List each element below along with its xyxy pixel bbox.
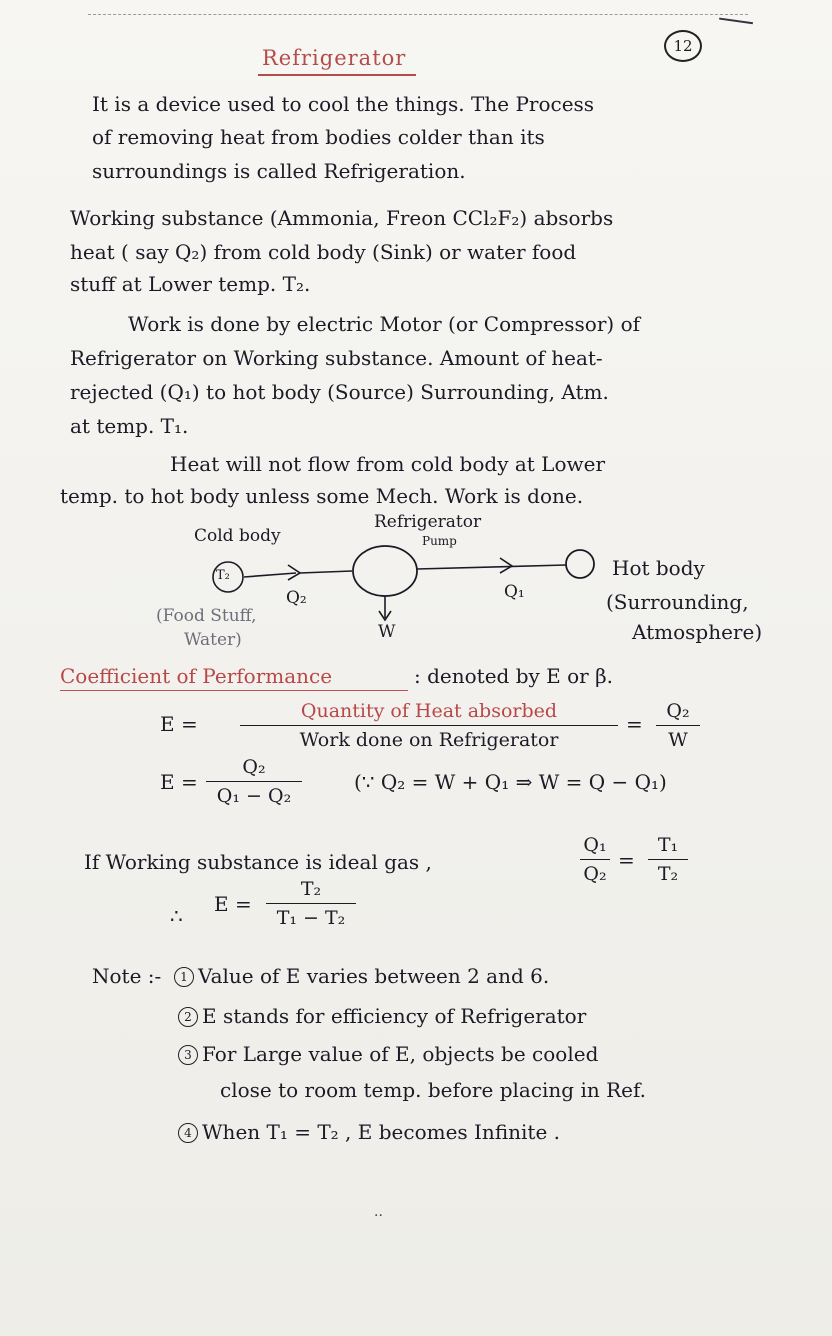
ratio-right xyxy=(648,834,688,885)
ratio-right-den: T₂ xyxy=(657,863,679,885)
cop-denominator-words: Work done on Refrigerator xyxy=(299,729,559,751)
heatflow-line-1: Heat will not flow from cold body at Lower xyxy=(170,452,606,476)
e-equals-3: E = xyxy=(214,892,252,916)
cop-numerator-symbol: Q₂ xyxy=(666,700,690,722)
arrow-cold-to-ref xyxy=(244,573,296,577)
cop-numerator-2: Q₂ xyxy=(242,756,266,778)
intro-line-2: of removing heat from bodies colder than its xyxy=(92,125,545,149)
page-number: 12 xyxy=(664,30,702,62)
working-line-1: Working substance (Ammonia, Freon CCl₂F₂) absorbs xyxy=(70,206,614,230)
working-line-3: stuff at Lower temp. T₂. xyxy=(70,272,311,296)
refrigerator-node xyxy=(353,546,417,596)
w-label: W xyxy=(378,622,396,642)
cop-numerator-words: Quantity of Heat absorbed xyxy=(300,700,558,722)
cop-heading: Coefficient of Performance xyxy=(60,664,333,688)
note-item-2 xyxy=(178,1004,586,1028)
fraction-bar xyxy=(206,781,302,782)
note-text-3: For Large value of E, objects be cooled xyxy=(202,1042,599,1066)
ratio-left-den: Q₂ xyxy=(583,863,607,885)
fraction-bar xyxy=(580,859,610,860)
note-text-4: When T₁ = T₂ , E becomes Infinite . xyxy=(202,1120,561,1144)
cop-fraction-heat xyxy=(206,756,302,807)
arrow-ref-to-hot xyxy=(417,565,566,569)
cop-final-fraction xyxy=(266,878,356,929)
q2-label: Q₂ xyxy=(286,588,307,608)
hot-body-node xyxy=(566,550,594,578)
work-line-4: at temp. T₁. xyxy=(70,414,189,438)
note-number-3: 3 xyxy=(178,1045,198,1065)
e-equals-1: E = xyxy=(160,712,198,736)
ideal-gas-text: If Working substance is ideal gas , xyxy=(84,850,432,874)
note-text-1: Value of E varies between 2 and 6. xyxy=(198,964,550,988)
pump-label: Pump xyxy=(422,534,457,548)
ratio-left-num: Q₁ xyxy=(583,834,607,856)
equals-2: = xyxy=(626,712,643,736)
fraction-bar xyxy=(266,903,356,904)
note-item-1 xyxy=(174,964,549,988)
cop-fraction-words xyxy=(240,700,618,751)
work-line-1: Work is done by electric Motor (or Compressor) of xyxy=(128,312,641,336)
hot-body-label: Hot body xyxy=(612,556,705,580)
cold-note-2: Water) xyxy=(184,630,242,650)
cop-heading-rest: : denoted by E or β. xyxy=(414,664,613,688)
ratio-left xyxy=(580,834,610,885)
because-relation: (∵ Q₂ = W + Q₁ ⇒ W = Q − Q₁) xyxy=(354,770,667,794)
cop-fraction-symbols xyxy=(656,700,700,751)
fraction-bar xyxy=(656,725,700,726)
note-item-4 xyxy=(178,1120,560,1144)
ink-dots: ·· xyxy=(374,1208,383,1224)
page-title: Refrigerator xyxy=(262,46,407,70)
intro-line-3: surroundings is called Refrigeration. xyxy=(92,159,466,183)
fraction-bar xyxy=(240,725,618,726)
arrow-into-ref xyxy=(300,571,352,573)
work-line-2: Refrigerator on Working substance. Amount of heat- xyxy=(70,346,603,370)
note-label: Note :- xyxy=(92,964,162,988)
arrowhead-q1 xyxy=(500,558,512,573)
refrigerator-label: Refrigerator xyxy=(374,512,482,532)
e-equals-2: E = xyxy=(160,770,198,794)
therefore-symbol: ∴ xyxy=(170,904,183,928)
cold-node-label: T₂ xyxy=(216,568,230,583)
cop-heading-underline xyxy=(60,690,408,691)
hot-body-note-1: (Surrounding, xyxy=(606,590,749,614)
working-line-2: heat ( say Q₂) from cold body (Sink) or water food xyxy=(70,240,577,264)
hot-body-note-2: Atmosphere) xyxy=(632,620,763,644)
work-line-3: rejected (Q₁) to hot body (Source) Surrounding, Atm. xyxy=(70,380,609,404)
ratio-equals: = xyxy=(618,848,635,872)
cop-denominator-2: Q₁ − Q₂ xyxy=(216,785,292,807)
intro-line-1: It is a device used to cool the things. The Process xyxy=(92,92,595,116)
heatflow-line-2: temp. to hot body unless some Mech. Work is done. xyxy=(60,484,584,508)
note-item-3 xyxy=(178,1042,598,1066)
note-number-4: 4 xyxy=(178,1123,198,1143)
cold-note-1: (Food Stuff, xyxy=(156,606,257,626)
cop-denominator-symbol: W xyxy=(668,729,688,751)
note-number-2: 2 xyxy=(178,1007,198,1027)
note-item-3-cont: close to room temp. before placing in Ref. xyxy=(220,1078,647,1102)
fraction-bar xyxy=(648,859,688,860)
ratio-right-num: T₁ xyxy=(657,834,679,856)
q1-label: Q₁ xyxy=(504,582,525,602)
note-text-2: E stands for efficiency of Refrigerator xyxy=(202,1004,587,1028)
cold-body-label: Cold body xyxy=(194,526,281,546)
cop-final-numerator: T₂ xyxy=(300,878,322,900)
note-number-1: 1 xyxy=(174,967,194,987)
cop-final-denominator: T₁ − T₂ xyxy=(276,907,346,929)
